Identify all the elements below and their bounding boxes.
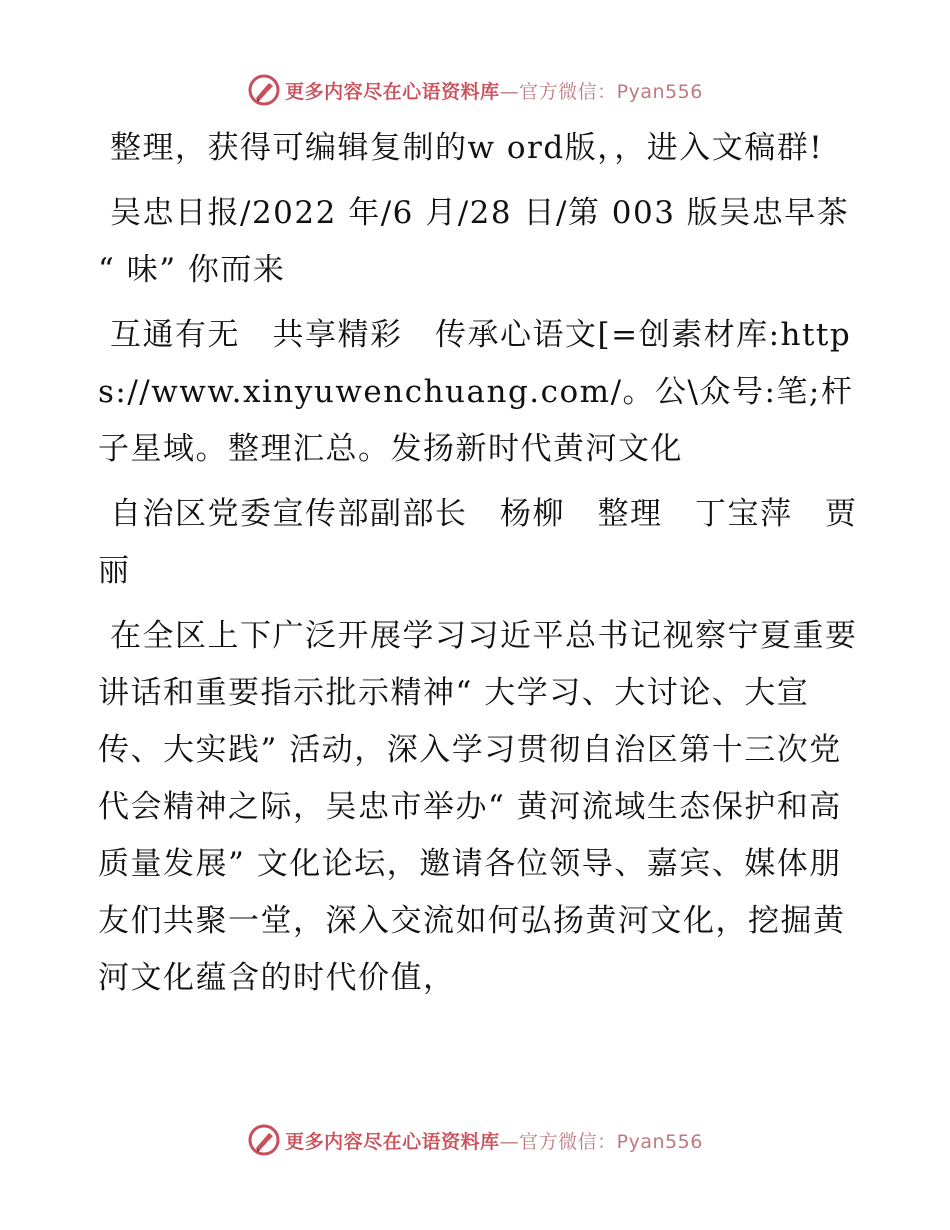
pen-logo-icon [247, 73, 281, 107]
document-body [98, 120, 858, 1015]
paragraph-body: 在全区上下广泛开展学习习近平总书记视察宁夏重要讲话和重要指示批示精神“ 大学习、大讨论、大宣传、大实践” 活动，深入学习贯彻自治区第十三次党代会精神之际，吴忠市举办“ 黄河流域生态保护和高质量发展” 文化论坛，邀请各位领导、嘉宾、媒体朋友们共聚一堂，深入交流如何弘扬黄河文化，挖掘黄河文化蕴含的时代价值， [98, 618, 858, 996]
watermark-text: 更多内容尽在心语资料库—官方微信：Pyan556 [285, 80, 703, 103]
footer-watermark [0, 1120, 950, 1160]
pen-logo-icon [247, 1123, 281, 1157]
paragraph-intro: 整理，获得可编辑复制的w ord版，，进入文稿群! [110, 130, 824, 166]
watermark-text: 更多内容尽在心语资料库—官方微信：Pyan556 [285, 1130, 703, 1153]
header-watermark [0, 70, 950, 110]
paragraph-source: 吴忠日报/2022 年/6 月/28 日/第 003 版吴忠早茶 “ 味” 你而来 [98, 195, 850, 288]
paragraph-notice: 互通有无 共享精彩 传承心语文[=创素材库:https://www.xinyuwenchuang.com/。公\众号:笔;杆子星域。整理汇总。发扬新时代黄河文化 [98, 317, 854, 467]
paragraph-byline: 自治区党委宣传部副部长 杨柳 整理 丁宝萍 贾丽 [98, 496, 858, 589]
